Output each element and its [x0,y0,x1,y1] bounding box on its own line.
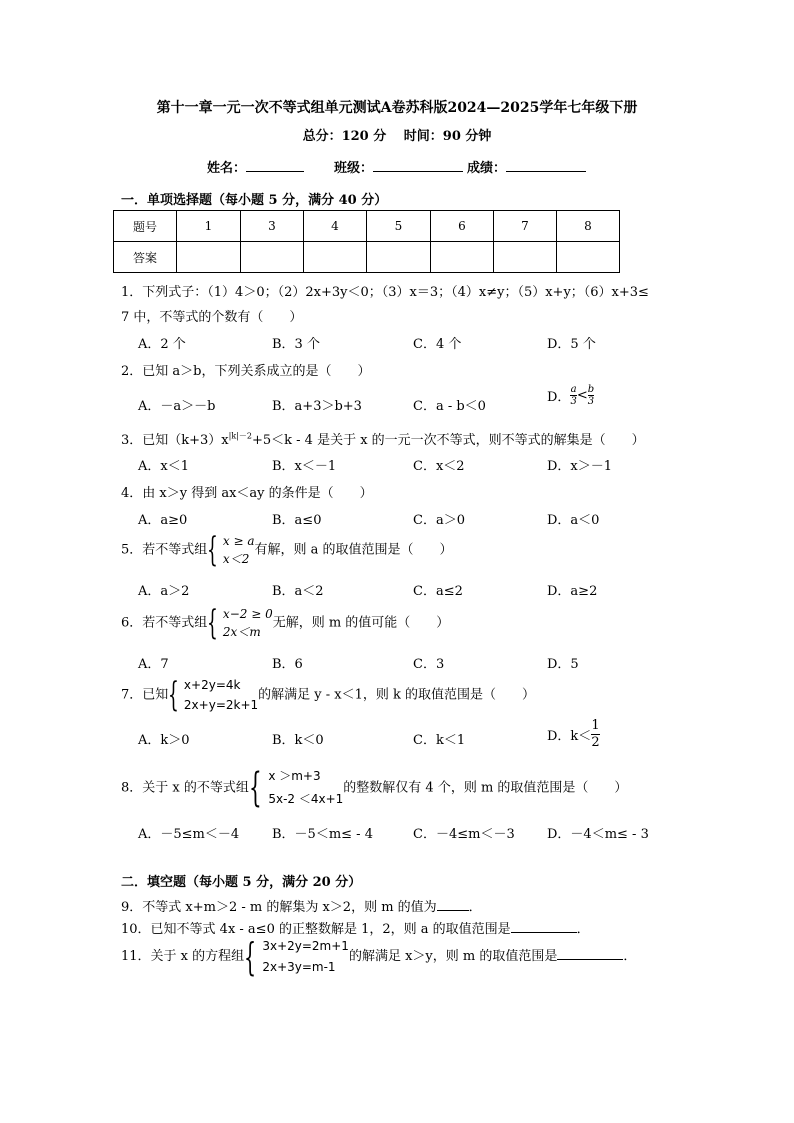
q7-option-c[interactable]: C．k＜1 [413,733,466,748]
answer-cell[interactable] [494,242,557,273]
q2-lt: < [576,388,588,403]
name-label: 姓名： [207,161,247,176]
brace-icon: { [207,603,219,643]
q3-option-b[interactable]: B．x＜－1 [272,459,337,474]
answer-cell[interactable] [241,242,304,273]
table-header-cell: 题号 [114,211,177,242]
q8-option-c[interactable]: C．－4≤m＜－3 [413,827,515,842]
q3-option-d[interactable]: D．x＞－1 [547,459,613,474]
table-cell: 4 [304,211,367,242]
table-cell: 1 [177,211,241,242]
q6-option-c[interactable]: C．3 [413,657,445,672]
q1-option-c[interactable]: C．4 个 [413,337,462,352]
q4-stem: 4．由 x＞y 得到 ax＜ay 的条件是（ ） [121,486,373,501]
section2-heading: 二．填空题（每小题 5 分，满分 20 分） [121,875,362,890]
q6-option-b[interactable]: B．6 [272,657,303,672]
q3-stem-post: +5＜k - 4 是关于 x 的一元一次不等式，则不等式的解集是（ ） [251,433,645,448]
q8-option-d[interactable]: D．－4＜m≤ - 3 [547,827,649,842]
q8-stem [121,765,627,812]
q5-stem-post: 有解，则 a 的取值范围是（ ） [254,542,453,558]
q2-frac-b: $\frac{b}{3}$ [587,384,595,407]
q4-option-c[interactable]: C．a＞0 [413,513,465,528]
q5-system: x ≥ a x＜2 [222,534,255,566]
q6-option-a[interactable]: A．7 [138,657,169,672]
page-title: 第十一章一元一次不等式组单元测试A卷苏科版2024—2025学年七年级下册 [156,100,638,116]
q7-option-b[interactable]: B．k＜0 [272,733,324,748]
score-field [467,157,586,176]
q5-option-d[interactable]: D．a≥2 [547,584,598,599]
q7-frac: $\frac{1}{2}$ [591,718,600,750]
brace-icon: { [168,675,180,715]
q8-option-a[interactable]: A．－5≤m＜－4 [138,827,240,842]
q3-exponent: |k|－2 [228,431,252,441]
table-cell: 5 [367,211,431,242]
q11-stem-pre: 11．关于 x 的方程组 [121,949,245,964]
table-header-cell: 答案 [114,242,177,273]
q7-option-d-label: D．k＜ [547,729,592,744]
class-field [334,157,463,176]
answer-cell[interactable] [304,242,367,273]
q1-option-d[interactable]: D．5 个 [547,337,596,352]
q2-stem: 2．已知 a＞b，下列关系成立的是（ ） [121,364,371,379]
q4-option-a[interactable]: A．a≥0 [138,513,188,528]
q5-option-b[interactable]: B．a＜2 [272,584,324,599]
q11-stem-end: ． [623,949,637,964]
q1-stem-line1: 1．下列式子：（1）4＞0；（2）2x+3y＜0；（3）x＝3；（4）x≠y；（5）x+y；（6）x+3≤ [121,285,649,300]
class-blank [373,158,463,172]
q11-system: 3x+2y=2m+1 2x+3y=m-1 [262,938,349,974]
brace-icon: { [207,530,219,570]
q10-stem-post: ． [576,922,590,937]
q8-option-b[interactable]: B．－5＜m≤ - 4 [272,827,373,842]
q1-option-a[interactable]: A．2 个 [138,337,186,352]
answer-cell[interactable] [431,242,494,273]
brace-icon: { [248,765,262,811]
q4-option-b[interactable]: B．a≤0 [272,513,322,528]
q4-option-d[interactable]: D．a＜0 [547,513,600,528]
q5-stem [121,532,453,569]
q1-stem-line2: 7 中，不等式的个数有（ ） [121,310,303,325]
table-cell: 7 [494,211,557,242]
score-label: 成绩： [467,161,507,176]
q7-stem-pre: 7．已知 [121,687,169,703]
q2-option-d-label: D． [547,390,571,405]
q5-option-a[interactable]: A．a＞2 [138,584,190,599]
q2-option-c[interactable]: C．a - b＜0 [413,399,486,414]
q10-stem-pre: 10．已知不等式 4x - a≤0 的正整数解是 1，2，则 a 的取值范围是 [121,922,511,937]
answer-cell[interactable] [367,242,431,273]
section1-heading: 一．单项选择题（每小题 5 分，满分 40 分） [121,193,388,208]
name-field [207,157,304,176]
table-row [114,211,620,242]
q10-answer-blank[interactable] [511,919,577,933]
q9-stem [121,896,482,915]
class-label: 班级： [334,161,374,176]
q11-answer-blank[interactable] [557,946,623,960]
q2-option-b[interactable]: B．a+3＞b+3 [272,399,362,414]
q8-system: x ＞m+3 5x-2 ＜4x+1 [268,769,344,806]
q2-option-d[interactable] [547,384,594,407]
brace-icon: { [244,934,257,979]
q9-answer-blank[interactable] [437,897,469,911]
q2-option-a[interactable]: A．－a＞－b [138,399,216,414]
q8-stem-pre: 8．关于 x 的不等式组 [121,780,249,796]
table-cell: 8 [557,211,620,242]
q7-system: x+2y=4k 2x+y=2k+1 [183,678,259,712]
q8-stem-post: 的整数解仅有 4 个，则 m 的取值范围是（ ） [343,780,628,796]
exam-meta: 总分：120 分 时间：90 分钟 [302,129,492,144]
answer-cell[interactable] [557,242,620,273]
q6-stem-pre: 6．若不等式组 [121,615,208,631]
table-cell: 6 [431,211,494,242]
q5-option-c[interactable]: C．a≤2 [413,584,463,599]
q1-option-b[interactable]: B．3 个 [272,337,320,352]
q7-stem-post: 的解满足 y - x＜1，则 k 的取值范围是（ ） [258,687,536,703]
answer-cell[interactable] [177,242,241,273]
q11-stem-post: 的解满足 x＞y，则 m 的取值范围是 [348,949,558,964]
q7-stem [121,675,535,716]
q9-stem-pre: 9．不等式 x+m＞2 - m 的解集为 x＞2，则 m 的值为 [121,900,437,915]
q3-option-a[interactable]: A．x＜1 [138,459,189,474]
q6-stem [121,605,449,642]
name-blank [246,158,304,172]
q3-option-c[interactable]: C．x＜2 [413,459,465,474]
score-blank [506,158,586,172]
q2-frac-a: $\frac{a}{3}$ [570,384,577,407]
q6-stem-post: 无解，则 m 的值可能（ ） [272,615,450,631]
q3-stem-pre: 3．已知（k+3）x [121,433,229,448]
q5-stem-pre: 5．若不等式组 [121,542,208,558]
q11-stem [121,935,636,979]
answer-table [113,210,620,273]
q6-option-d[interactable]: D．5 [547,657,579,672]
table-row [114,242,620,273]
table-cell: 3 [241,211,304,242]
q9-stem-post: ． [468,900,482,915]
q7-option-d[interactable] [547,718,600,751]
q6-system: x−2 ≥ 0 2x＜m [222,607,273,639]
q3-stem [121,429,645,448]
q7-option-a[interactable]: A．k＞0 [138,733,190,748]
